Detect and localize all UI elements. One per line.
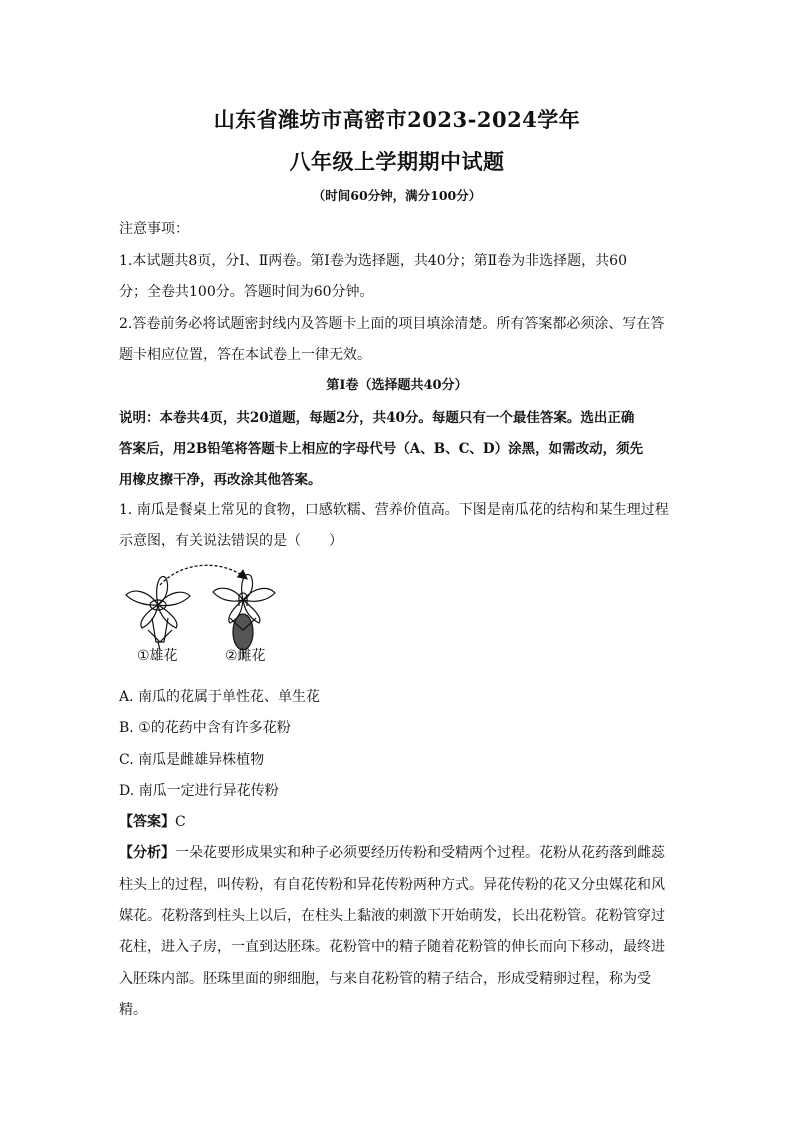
doc-subtitle: （时间60分钟，满分100分） [312, 188, 482, 203]
q1-option-c: C. 南瓜是雌雄异株植物 [119, 752, 265, 768]
notice-heading: 注意事项： [119, 221, 189, 237]
analysis-text-1: 一朵花要形成果实和种子必须要经历传粉和受精两个过程。花粉从花药落到雌蕊 [175, 845, 665, 861]
q1-analysis-line3: 媒花。花粉落到柱头上以后，在柱头上黏液的刺激下开始萌发，长出花粉管。花粉管穿过 [119, 908, 665, 924]
q1-analysis-line6: 精。 [119, 1002, 147, 1018]
figure-label-male: ①雄花 [137, 648, 178, 664]
analysis-mark: 【分析】 [119, 845, 175, 861]
section1-desc-line1: 说明：本卷共4页，共20道题，每题2分，共40分。每题只有一个最佳答案。选出正确 [119, 410, 635, 426]
figure-label-female: ②雌花 [225, 648, 266, 664]
notice-item1-line1: 1.本试题共8页，分Ⅰ、Ⅱ两卷。第Ⅰ卷为选择题，共40分；第Ⅱ卷为非选择题，共60 [119, 253, 627, 269]
q1-option-a: A. 南瓜的花属于单性花、单生花 [119, 689, 321, 705]
q1-stem-line1: 1. 南瓜是餐桌上常见的食物，口感软糯、营养价值高。下图是南瓜花的结构和某生理过程 [119, 502, 669, 518]
q1-stem-line2: 示意图，有关说法错误的是（ ） [119, 533, 343, 549]
section1-desc-line2: 答案后，用2B铅笔将答题卡上相应的字母代号（A、B、C、D）涂黑，如需改动，须先 [119, 441, 644, 457]
q1-analysis-line4: 花柱，进入子房，一直到达胚珠。花粉管中的精子随着花粉管的伸长而向下移动，最终进 [119, 939, 665, 955]
doc-title-line1: 山东省潍坊市高密市2023-2024学年 [213, 107, 581, 132]
section1-desc-line3: 用橡皮擦干净，再改涂其他答案。 [119, 472, 322, 488]
q1-answer-row [119, 811, 679, 831]
q1-analysis-line5: 入胚珠内部。胚珠里面的卵细胞，与来自花粉管的精子结合，形成受精卵过程，称为受 [119, 971, 651, 987]
male-flower-drawing [126, 577, 190, 650]
notice-item2-line1: 2.答卷前务必将试题密封线内及答题卡上面的项目填涂清楚。所有答案都必须涂、写在答 [119, 316, 665, 332]
section1-heading: 第Ⅰ卷（选择题共40分） [326, 378, 468, 393]
q1-option-b: B. ①的花药中含有许多花粉 [119, 720, 291, 736]
answer-mark: 【答案】 [119, 814, 175, 830]
pollination-arrow [160, 565, 246, 585]
notice-item2-line2: 题卡相应位置，答在本试卷上一律无效。 [119, 347, 371, 363]
q1-option-d: D. 南瓜一定进行异花传粉 [119, 783, 279, 799]
q1-analysis-line1 [119, 842, 679, 862]
q1-analysis-line2: 柱头上的过程，叫传粉，有自花传粉和异花传粉两种方式。异花传粉的花又分虫媒花和风 [119, 877, 665, 893]
notice-item1-line2: 分；全卷共100分。答题时间为60分钟。 [119, 284, 374, 300]
doc-title-line2: 八年级上学期期中试题 [289, 149, 505, 174]
answer-value: C [175, 814, 186, 830]
